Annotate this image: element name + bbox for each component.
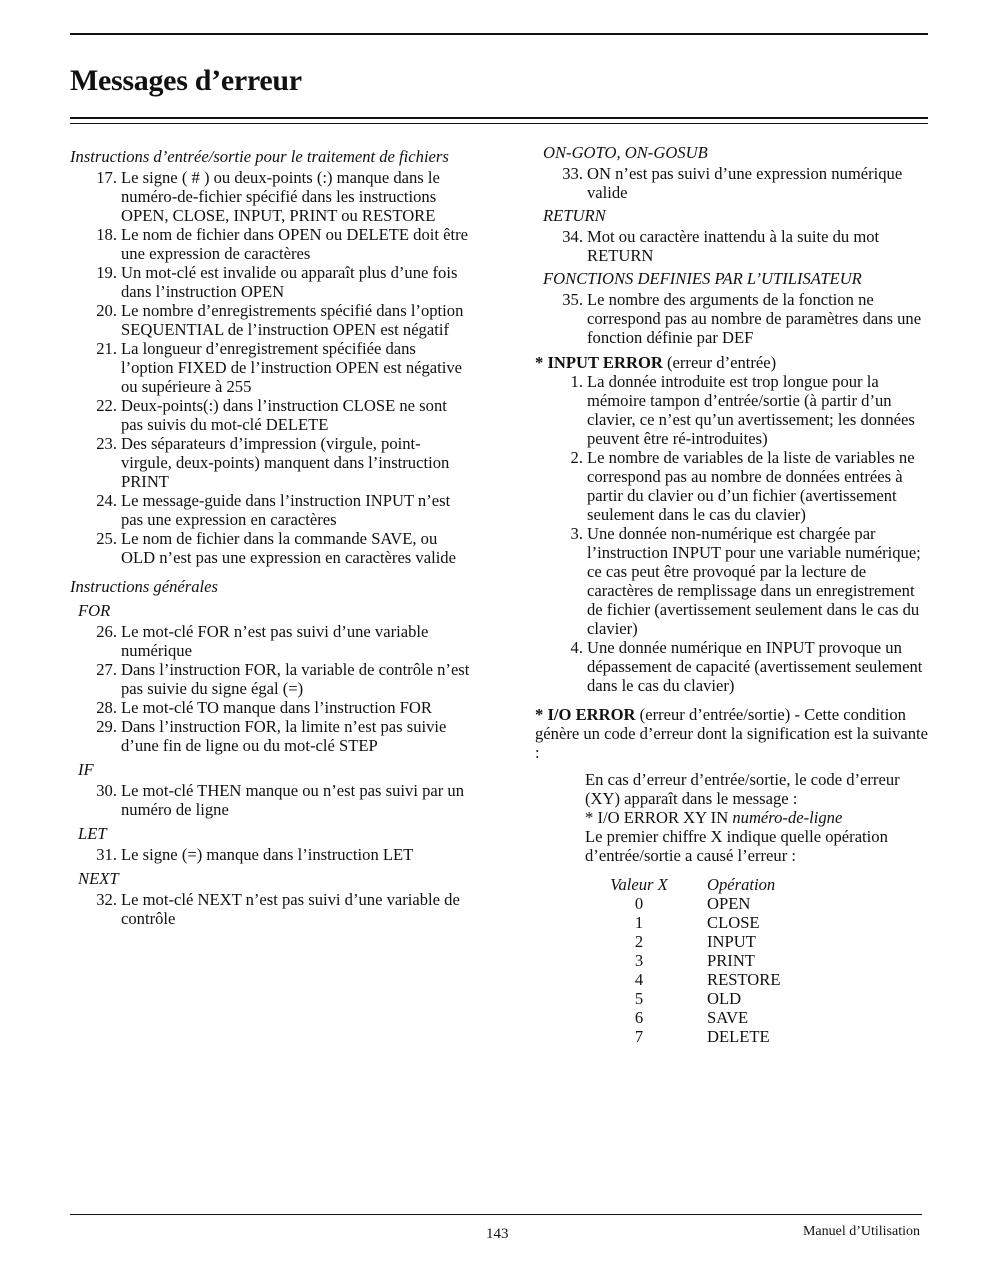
list-item <box>70 529 470 567</box>
list-item <box>535 164 930 202</box>
table-cell-value: 5 <box>634 989 644 1008</box>
list-item <box>70 168 470 225</box>
group-label-let: LET <box>78 824 107 843</box>
table-cell-op: DELETE <box>707 1027 770 1046</box>
io-error-list <box>70 168 470 567</box>
item-number: 31. <box>96 845 117 864</box>
table-row <box>599 970 780 989</box>
group-label-for: FOR <box>78 601 111 620</box>
item-text: Mot ou caractère inattendu à la suite du mot RETURN <box>587 227 880 265</box>
item-text: Le nom de fichier dans la commande SAVE, ou OLD n’est pas une expression en caractères valide <box>121 529 456 567</box>
list-item <box>70 225 470 263</box>
item-number: 35. <box>562 290 583 309</box>
item-text: Dans l’instruction FOR, la limite n’est pas suivie d’une fin de ligne ou du mot-clé STEP <box>121 717 447 755</box>
item-number: 34. <box>562 227 583 246</box>
item-text: Un mot-clé est invalide ou apparaît plus d’une fois dans l’instruction OPEN <box>121 263 458 301</box>
list-item <box>535 638 930 695</box>
list-item <box>70 491 470 529</box>
top-rule <box>70 33 928 35</box>
item-number: 17. <box>96 168 117 187</box>
item-number: 22. <box>96 396 117 415</box>
list-item <box>70 845 470 864</box>
io-error-star: * <box>535 705 544 724</box>
io-error-message-prefix: * I/O ERROR XY IN <box>585 808 733 827</box>
table-row <box>599 1008 780 1027</box>
io-error-message <box>585 808 930 827</box>
group-label-next: NEXT <box>78 869 119 888</box>
section-heading-general: Instructions générales <box>70 577 218 596</box>
list-item <box>70 434 470 491</box>
table-header-value: Valeur X <box>610 875 668 894</box>
item-number: 24. <box>96 491 117 510</box>
item-text: Le nombre de variables de la liste de variables ne correspond pas au nombre de données entrées à partir du clavier ou d’un fichier (avertissement seulement dans le cas du clavier) <box>587 448 915 524</box>
right-column <box>535 143 930 1046</box>
item-text: Le mot-clé NEXT n’est pas suivi d’une variable de contrôle <box>121 890 460 928</box>
title-rule <box>70 117 928 119</box>
table-row <box>599 951 780 970</box>
group-label-user-functions: FONCTIONS DEFINIES PAR L’UTILISATEUR <box>543 269 862 288</box>
list-item <box>70 660 470 698</box>
io-error-label: I/O ERROR <box>547 705 636 724</box>
list-item <box>70 263 470 301</box>
item-text: Deux-points(:) dans l’instruction CLOSE ne sont pas suivis du mot-clé DELETE <box>121 396 447 434</box>
io-error-desc: (erreur d’entrée/sortie) - Cette condition génère un code d’erreur dont la signification est la suivante : <box>535 705 929 762</box>
item-text: Dans l’instruction FOR, la variable de contrôle n’est pas suivie du signe égal (=) <box>121 660 470 698</box>
list-item <box>70 396 470 434</box>
io-error-message-italic: numéro-de-ligne <box>732 808 843 827</box>
item-number: 33. <box>562 164 583 183</box>
list-item <box>70 301 470 339</box>
item-number: 20. <box>96 301 117 320</box>
list-item <box>70 622 470 660</box>
list-item <box>70 781 470 819</box>
item-number: 1. <box>570 372 583 391</box>
item-text: Le nombre d’enregistrements spécifié dans l’option SEQUENTIAL de l’instruction OPEN est négatif <box>121 301 464 339</box>
item-number: 18. <box>96 225 117 244</box>
table-row <box>599 989 780 1008</box>
item-text: ON n’est pas suivi d’une expression numérique valide <box>587 164 903 202</box>
io-error-body <box>585 770 930 865</box>
item-number: 21. <box>96 339 117 358</box>
page-number: 143 <box>486 1226 509 1242</box>
item-text: Le mot-clé FOR n’est pas suivi d’une variable numérique <box>121 622 429 660</box>
table-cell-op: OLD <box>707 989 742 1008</box>
io-error-para1: En cas d’erreur d’entrée/sortie, le code d’erreur (XY) apparaît dans le message : <box>585 770 900 808</box>
table-cell-value: 3 <box>634 951 644 970</box>
list-item <box>70 698 470 717</box>
item-number: 29. <box>96 717 117 736</box>
item-number: 28. <box>96 698 117 717</box>
list-item <box>535 290 930 347</box>
manual-title: Manuel d’Utilisation <box>802 1224 920 1239</box>
item-text: Une donnée non-numérique est chargée par l’instruction INPUT pour une variable numérique; ce cas peut être provoqué par la lecture de caractères de remplissage dans un enregistrement de fichier (avertissement seulement dans le cas du clavier) <box>587 524 921 638</box>
item-text: Une donnée numérique en INPUT provoque un dépassement de capacité (avertissement seulement dans le cas du clavier) <box>587 638 923 695</box>
list-item <box>70 717 470 755</box>
table-cell-op: SAVE <box>707 1008 749 1027</box>
table-cell-value: 2 <box>634 932 644 951</box>
list-item <box>535 227 930 265</box>
item-text: Le signe ( # ) ou deux-points (:) manque dans le numéro-de-fichier spécifié dans les instructions OPEN, CLOSE, INPUT, PRINT ou RESTORE <box>121 168 440 225</box>
item-number: 30. <box>96 781 117 800</box>
table-cell-value: 4 <box>634 970 644 989</box>
item-text: Le mot-clé THEN manque ou n’est pas suivi par un numéro de ligne <box>121 781 465 819</box>
item-text: Le mot-clé TO manque dans l’instruction FOR <box>121 698 432 717</box>
list-item <box>535 524 930 638</box>
input-error-star: * <box>535 353 544 372</box>
item-number: 26. <box>96 622 117 641</box>
title-rule-thin <box>70 123 928 124</box>
input-error-heading <box>535 353 930 372</box>
item-text: Des séparateurs d’impression (virgule, point-virgule, deux-points) manquent dans l’instruction PRINT <box>121 434 450 491</box>
table-cell-op: CLOSE <box>707 913 760 932</box>
table-cell-value: 0 <box>634 894 644 913</box>
table-row <box>599 894 780 913</box>
table-cell-value: 6 <box>634 1008 644 1027</box>
group-label-on-goto: ON-GOTO, ON-GOSUB <box>543 143 708 162</box>
item-number: 3. <box>570 524 583 543</box>
item-number: 27. <box>96 660 117 679</box>
item-number: 25. <box>96 529 117 548</box>
table-row <box>599 1027 780 1046</box>
table-cell-op: INPUT <box>707 932 756 951</box>
item-number: 32. <box>96 890 117 909</box>
io-error-para2: Le premier chiffre X indique quelle opération d’entrée/sortie a causé l’erreur : <box>585 827 888 865</box>
table-row <box>599 913 780 932</box>
table-cell-op: RESTORE <box>707 970 781 989</box>
item-text: La donnée introduite est trop longue pour la mémoire tampon d’entrée/sortie (à partir d’un clavier, ce n’est qu’un avertissement; les données peuvent être ré-introduites) <box>587 372 915 448</box>
input-error-label: INPUT ERROR <box>547 353 663 372</box>
table-header-operation: Opération <box>707 875 776 894</box>
table-cell-op: PRINT <box>707 951 755 970</box>
item-text: La longueur d’enregistrement spécifiée dans l’option FIXED de l’instruction OPEN est négative ou supérieure à 255 <box>121 339 463 396</box>
table-cell-value: 1 <box>634 913 644 932</box>
table-row <box>599 932 780 951</box>
item-text: Le nom de fichier dans OPEN ou DELETE doit être une expression de caractères <box>121 225 468 263</box>
list-item <box>535 448 930 524</box>
item-number: 4. <box>570 638 583 657</box>
table-header-row <box>599 875 780 894</box>
table-cell-op: OPEN <box>707 894 751 913</box>
section-heading-io: Instructions d’entrée/sortie pour le traitement de fichiers <box>70 147 449 166</box>
io-error-heading <box>535 705 930 762</box>
item-number: 23. <box>96 434 117 453</box>
footer-rule <box>70 1214 922 1215</box>
page-title: Messages d’erreur <box>70 64 302 97</box>
item-text: Le message-guide dans l’instruction INPUT n’est pas une expression en caractères <box>121 491 451 529</box>
input-error-desc: (erreur d’entrée) <box>667 353 777 372</box>
group-label-if: IF <box>78 760 94 779</box>
list-item <box>535 372 930 448</box>
table-cell-value: 7 <box>634 1027 644 1046</box>
item-number: 19. <box>96 263 117 282</box>
left-column <box>70 143 470 928</box>
group-label-return: RETURN <box>543 206 606 225</box>
list-item <box>70 890 470 928</box>
item-text: Le signe (=) manque dans l’instruction LET <box>121 845 414 864</box>
item-text: Le nombre des arguments de la fonction ne correspond pas au nombre de paramètres dans une fonction définie par DEF <box>587 290 922 347</box>
list-item <box>70 339 470 396</box>
item-number: 2. <box>570 448 583 467</box>
operation-table <box>599 875 780 1046</box>
